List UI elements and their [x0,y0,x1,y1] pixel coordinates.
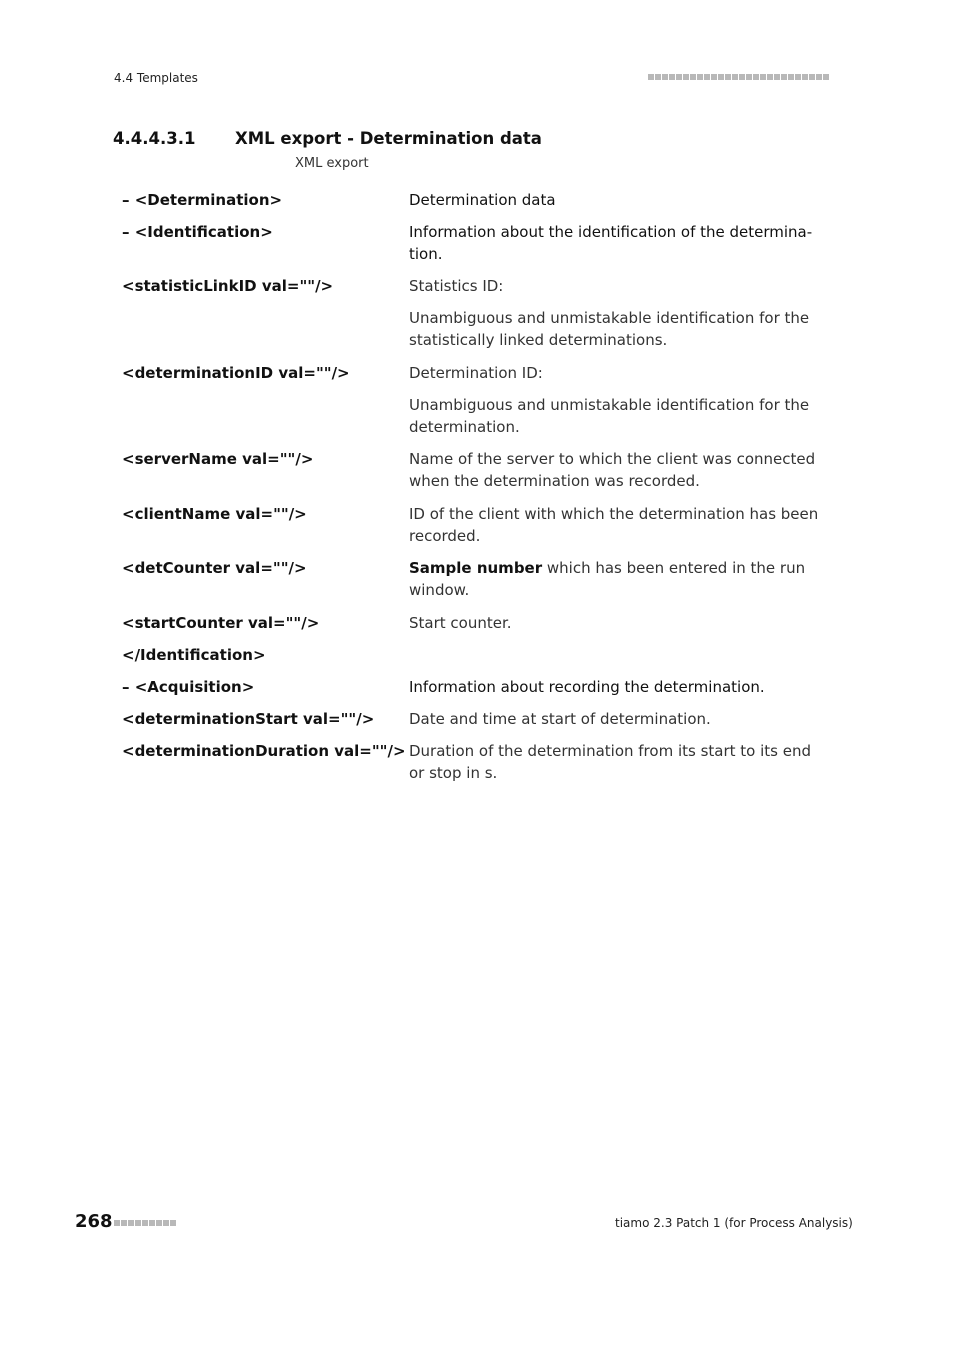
tag-description: Name of the server to which the client was connected when the determination was recorded. [409,450,816,490]
page-number: 268 [75,1211,113,1232]
xml-tag: <detCounter val=""/> [122,559,307,577]
section-heading [113,129,542,148]
xml-tag: <determinationID val=""/> [122,364,350,382]
xml-tag: <serverName val=""/> [122,450,314,468]
tag-description: Information about the identification of the determina-tion. [409,223,813,263]
tag-description: Determination data [409,191,556,209]
xml-tag: – <Acquisition> [122,678,255,696]
sample-number-term: Sample number [409,559,543,577]
xml-tag: – <Determination> [122,191,283,209]
section-title: XML export - Determination data [235,129,542,148]
xml-tag: <clientName val=""/> [122,505,307,523]
tag-description [409,557,819,601]
tag-description: Duration of the determination from its start to its end or stop in s. [409,742,811,782]
running-header-section: 4.4 Templates [114,71,198,85]
xml-tag: – <Identification> [122,223,273,241]
header-decoration [648,74,829,80]
tag-description-detail: Unambiguous and unmistakable identification for the determination. [409,396,810,436]
tag-description: Date and time at start of determination. [409,710,711,728]
tag-description: Statistics ID: [409,277,504,295]
tag-description-text: which has been entered in the run window. [409,559,806,599]
tag-description-detail: Unambiguous and unmistakable identification for the statistically linked determinations. [409,309,810,349]
footer-decoration [114,1220,176,1226]
table-caption: XML export [295,156,369,171]
footer-product: tiamo 2.3 Patch 1 (for Process Analysis) [615,1216,853,1230]
xml-tag: <determinationStart val=""/> [122,710,375,728]
xml-tag: <statisticLinkID val=""/> [122,277,334,295]
xml-tag: <startCounter val=""/> [122,614,320,632]
xml-tag: </Identification> [122,646,266,664]
tag-description: Information about recording the determination. [409,678,765,696]
tag-description: Start counter. [409,614,512,632]
section-number: 4.4.4.3.1 [113,129,196,148]
xml-tag: <determinationDuration val=""/> [122,742,406,760]
tag-description: ID of the client with which the determination has been recorded. [409,505,819,545]
tag-description: Determination ID: [409,364,543,382]
